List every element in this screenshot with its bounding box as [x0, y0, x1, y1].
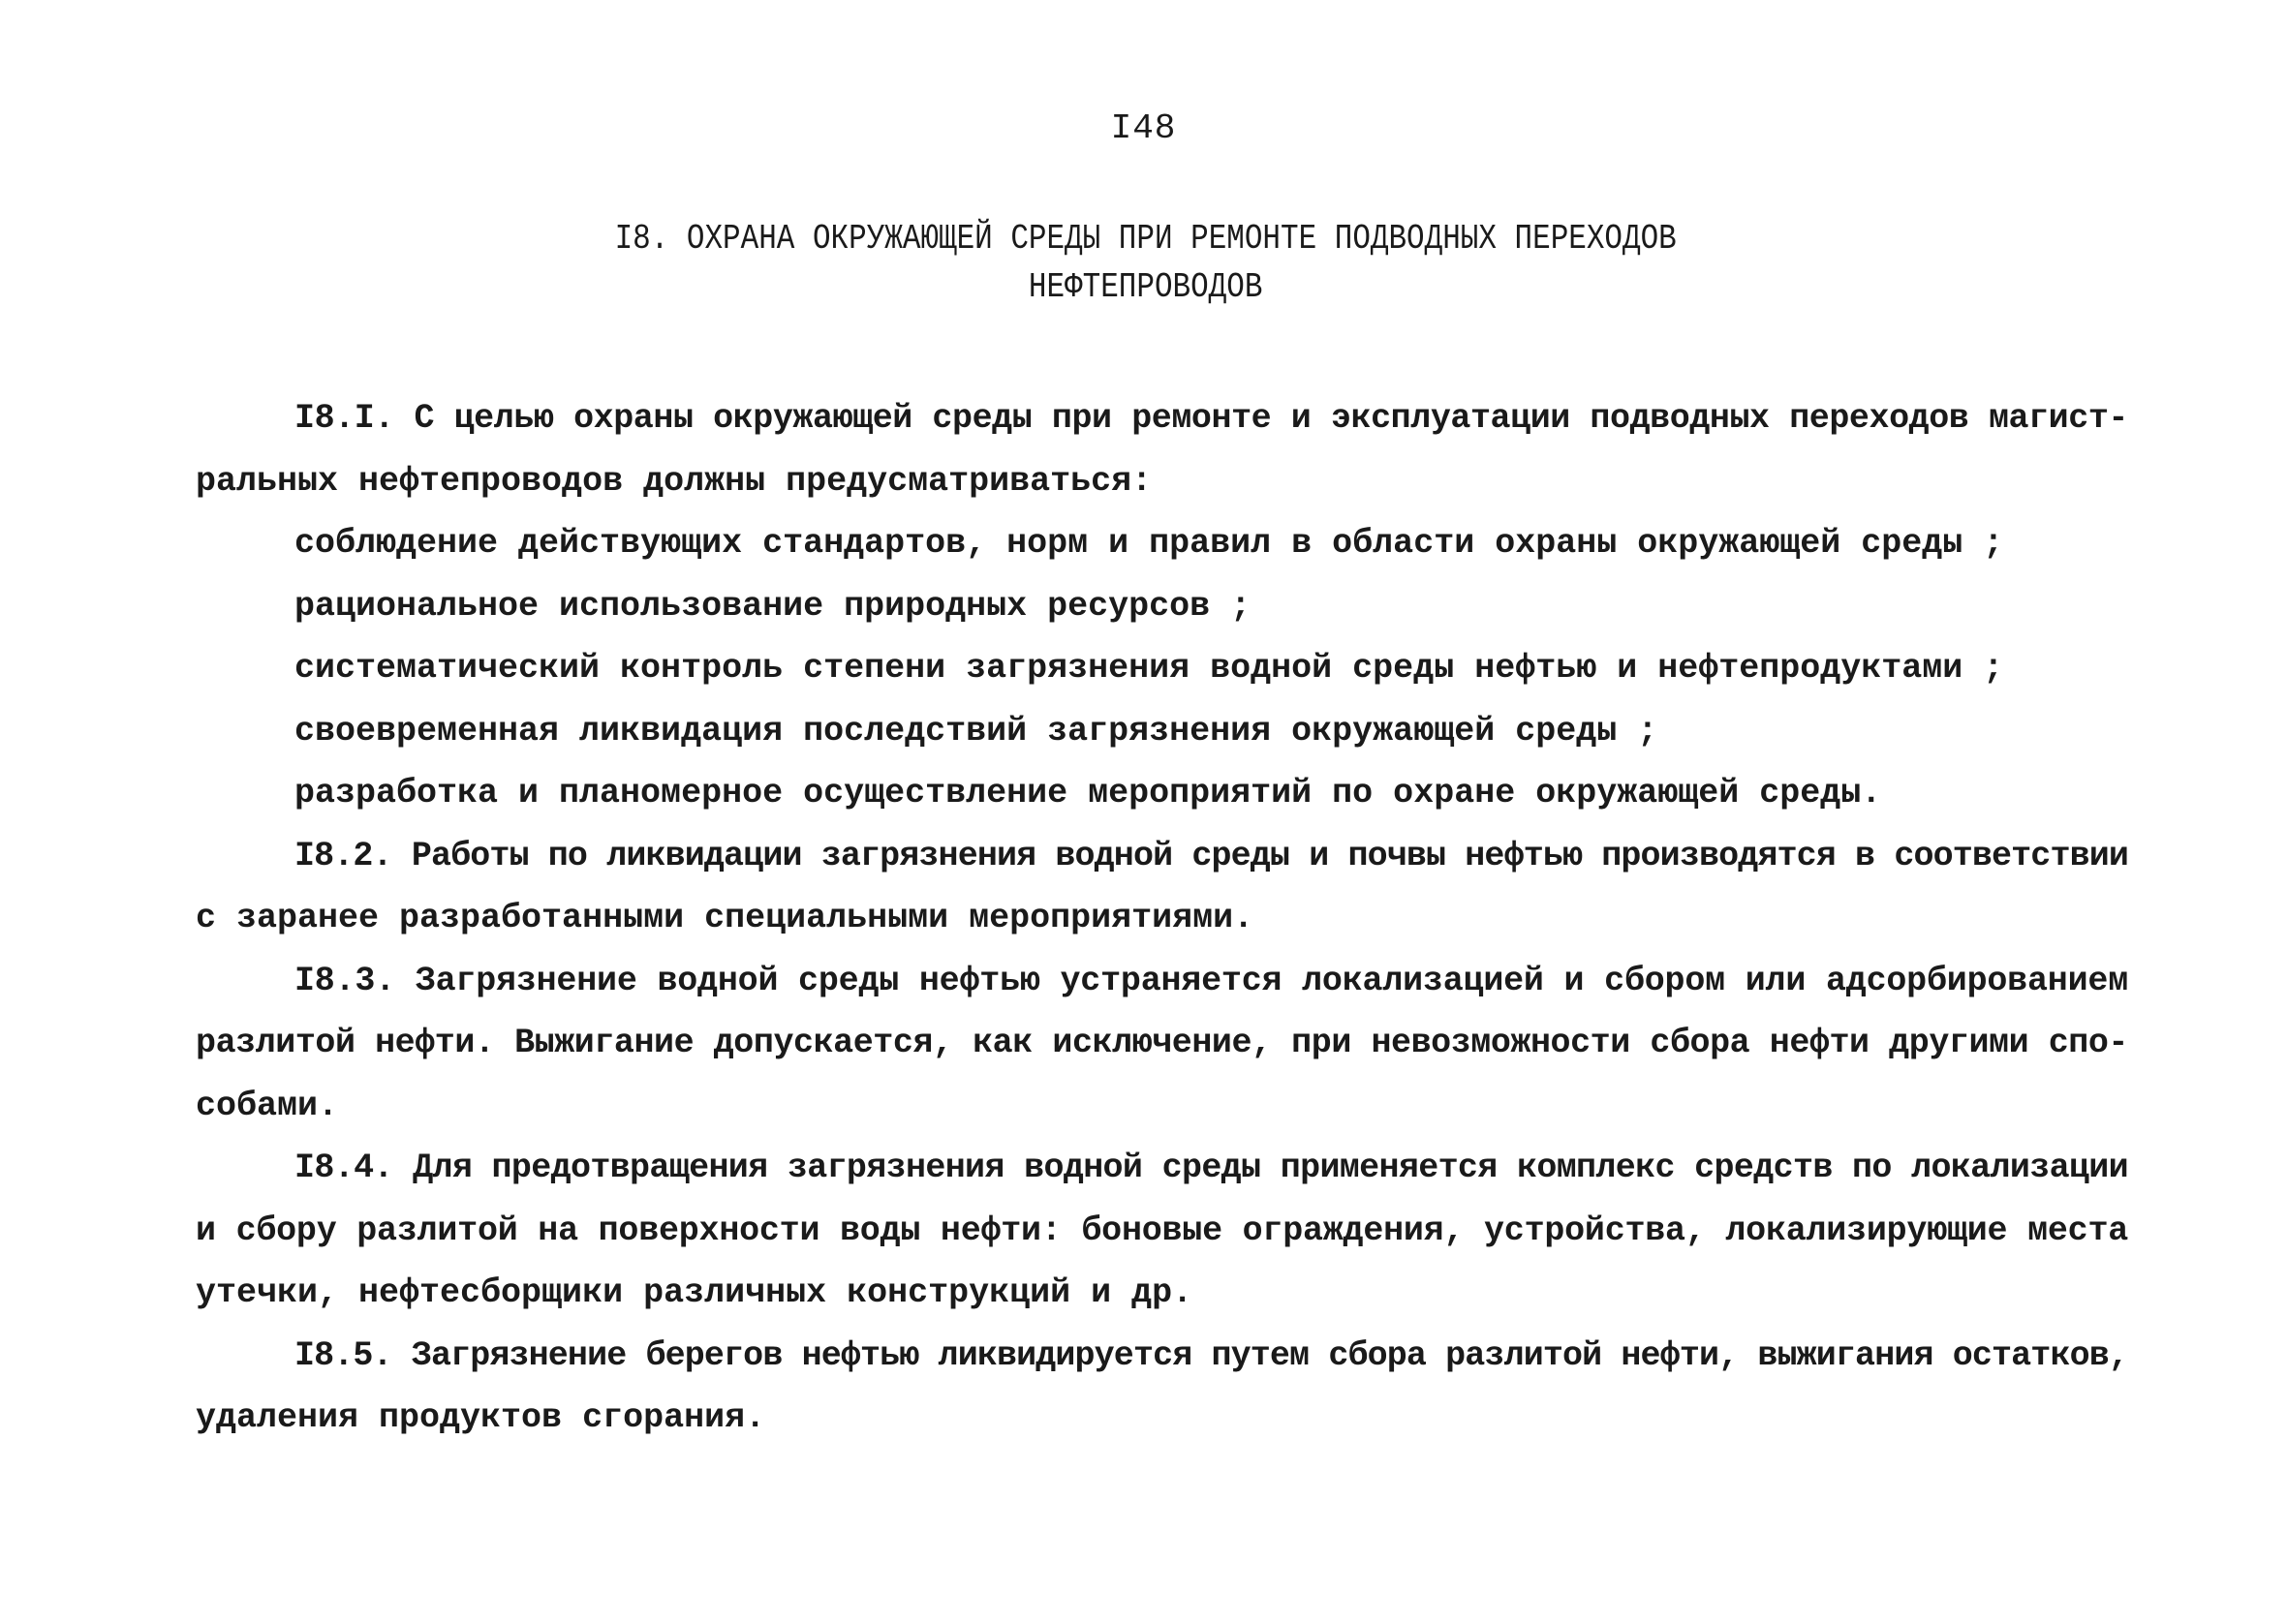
paragraph-18-4-line-1: I8.4. Для предотвращения загрязнения водной среды применяется комплекс средств по локализации [294, 1149, 2128, 1187]
list-item: разработка и планомерное осуществление мероприятий по охране окружающей среды. [294, 774, 1882, 812]
list-item: систематический контроль степени загрязнения водной среды нефтью и нефтепродуктами ; [294, 649, 2004, 688]
section-heading-line-1: I8. ОХРАНА ОКРУЖАЮЩЕЙ СРЕДЫ ПРИ РЕМОНТЕ ПОДВОДНЫХ ПЕРЕХОДОВ [614, 219, 1677, 259]
paragraph-18-4-line-2: и сбору разлитой на поверхности воды нефти: боновые ограждения, устройства, локализирующие места [196, 1210, 2128, 1250]
paragraph-18-5-line-2: удаления продуктов сгорания. [196, 1398, 766, 1437]
paragraph-18-4-line-3: утечки, нефтесборщики различных конструкций и др. [196, 1273, 1193, 1312]
paragraph-18-5-line-1: I8.5. Загрязнение берегов нефтью ликвидируется путем сбора разлитой нефти, выжигания остатков, [294, 1335, 2128, 1375]
paragraph-18-2-line-1: I8.2. Работы по ликвидации загрязнения водной среды и почвы нефтью производятся в соответствии [294, 836, 2128, 875]
paragraph-18-1-line-1: I8.I. С целью охраны окружающей среды при ремонте и эксплуатации подводных переходов магист- [294, 399, 2128, 438]
paragraph-18-3-line-1: I8.3. Загрязнение водной среды нефтью устраняется локализацией и сбором или адсорбированием [294, 961, 2128, 1000]
page-number: I48 [1110, 108, 1177, 148]
paragraph-18-2-line-2: с заранее разработанными специальными мероприятиями. [196, 899, 1254, 937]
list-item: соблюдение действующих стандартов, норм и правил в области охраны окружающей среды ; [294, 524, 2004, 563]
section-heading [162, 215, 2128, 312]
paragraph-18-3-line-2: разлитой нефти. Выжигание допускается, как исключение, при невозможности сбора нефти другими спо- [196, 1024, 2128, 1062]
list-item: своевременная ликвидация последствий загрязнения окружающей среды ; [294, 711, 1658, 751]
paragraph-18-3-line-3: собами. [196, 1086, 339, 1125]
paragraph-18-1-line-2: ральных нефтепроводов должны предусматриваться: [196, 461, 1153, 501]
body-text [196, 387, 2128, 1450]
list-item: рациональное использование природных ресурсов ; [294, 586, 1252, 626]
section-heading-line-2: НЕФТЕПРОВОДОВ [1028, 267, 1263, 307]
